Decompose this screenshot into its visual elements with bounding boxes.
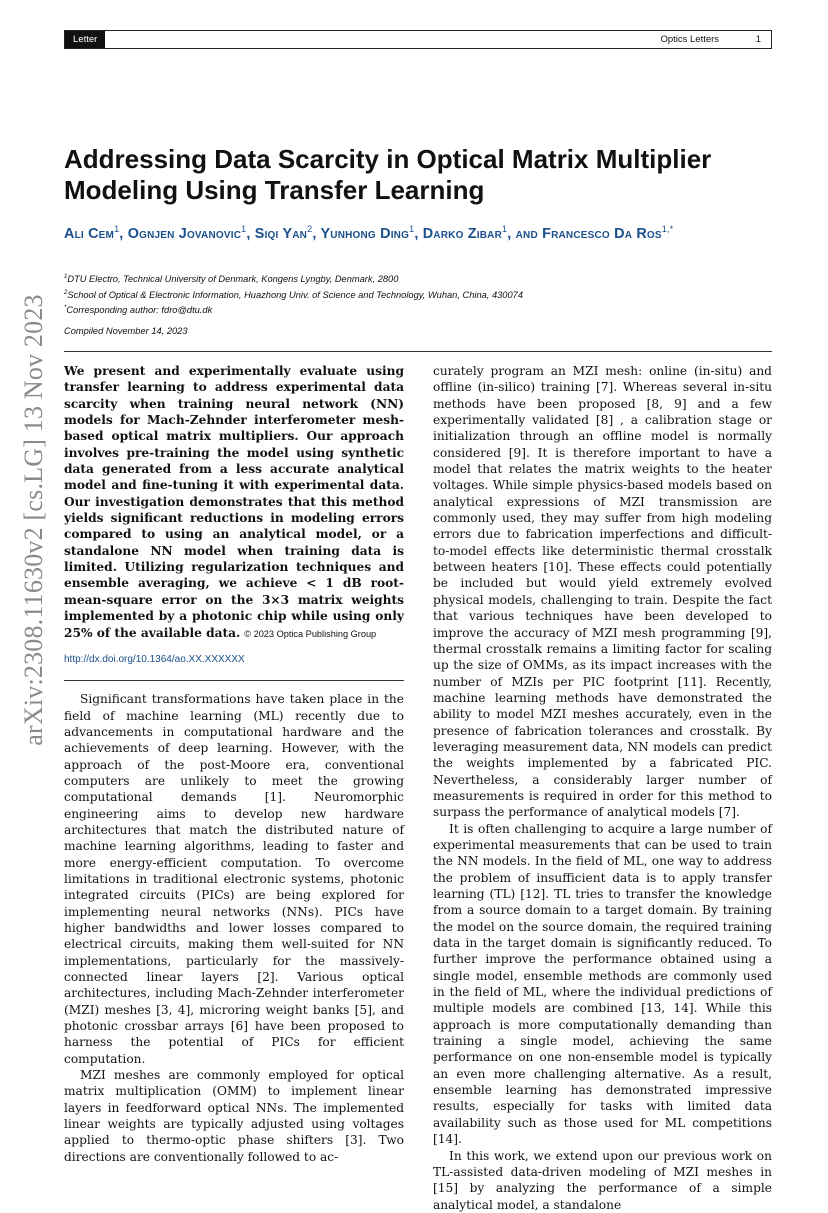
author-name: Siqi Yan xyxy=(254,226,308,242)
body-paragraph: curately program an MZI mesh: online (in-situ) and offline (in-silico) training [7]. Whereas several in-situ methods have been proposed [8, 9] and a few experimentally validated [8] , a calibration stage or initialization through an offline model is normally considered [9]. It is therefore important to have a model that relates the matrix weights to the heater voltages. While simple physics-based models based on analytical expressions of MZI transmission are commonly used, they may suffer from high modeling errors due to fabrication imperfections and difficult-to-model effects like deterministic thermal crosstalk between heaters [10]. These effects could potentially be included but would yield extremely evolved physical models, challenging to train. Despite the fact that various techniques have been developed to improve the accuracy of MZI mesh programming [9], thermal crosstalk remains a limiting factor for scaling up the size of OMMs, as its impact increases with the number of MZIs per PIC footprint [11]. Recently, machine learning methods have demonstrated the ability to model MZI meshes accurately, even in the presence of fabrication tolerances and crosstalk. By leveraging measurement data, NN models can predict the weights implemented by a fabricated PIC. Nevertheless, a considerably larger number of measurements is required in order for this method to surpass the performance of analytical models [7]. xyxy=(433,364,772,820)
divider xyxy=(64,351,772,352)
author-name: Darko Zibar xyxy=(422,226,502,242)
header-right xyxy=(626,31,761,48)
author-affiliation-mark: 2 xyxy=(307,224,313,234)
author-list: Ali Cem$^1$, Ognjen Jovanovic$^1$, Siqi Yan$^2$, Yunhong Ding$^1$, Darko Zibar$^1$, and Francesco Da Ros$^{1,*}$ xyxy=(64,224,674,242)
author-affiliation-mark: 1 xyxy=(114,224,120,234)
abstract xyxy=(64,363,404,642)
divider xyxy=(64,680,404,681)
running-header xyxy=(64,30,772,49)
affiliation-mark: 2 xyxy=(64,289,68,296)
copyright-notice: © 2023 Optica Publishing Group xyxy=(244,628,377,639)
body-paragraph: MZI meshes are commonly employed for optical matrix multiplication (OMM) to implement linear layers in feedforward optical NNs. The implemented linear weights are typically adjusted using voltages applied to thermo-optic phase shifters [3]. Two directions are conventionally followed to ac- xyxy=(64,1068,404,1164)
body-paragraph: It is often challenging to acquire a large number of experimental measurements that can be used to train the NN models. In the field of ML, one way to address the problem of insufficient data is to apply transfer learning (TL) [12]. TL tries to transfer the knowledge from a source domain to a target domain. By training the model on the source domain, the required training data in the target domain is significantly reduced. To further improve the performance obtained using a single model, ensemble methods are commonly used in the field of ML, where the individual predictions of multiple models are combined [13, 14]. While this approach is more computationally demanding than training a single model, achieving the same performance on one non-ensemble model is typically an even more challenging alternative. As a result, ensemble learning has demonstrated impressive results, especially for tasks with limited data availability such as those used for ML competitions [14]. xyxy=(433,821,772,1147)
author-affiliation-mark: 1,* xyxy=(661,224,674,234)
abstract-text: We present and experimentally evaluate using transfer learning to address experimental data scarcity when training neural network (NN) models for Mach-Zehnder interferometer mesh-based optical matrix multipliers. Our approach involves pre-training the model using synthetic data generated from a less accurate analytical model and fine-tuning it with experimental data. Our investigation demonstrates that this method yields significant reductions in modeling errors compared to using an analytical model, or a standalone NN model when training data is limited. Utilizing regularization techniques and ensemble averaging, we achieve < 1 dB root-mean-square error on the 3×3 matrix weights implemented by a photonic chip while using only 25% of the available data. xyxy=(64,364,404,640)
author-name: Francesco Da Ros xyxy=(542,226,662,242)
author-name: Yunhong Ding xyxy=(320,226,410,242)
doi-link[interactable]: http://dx.doi.org/10.1364/ao.XX.XXXXXX xyxy=(64,653,245,665)
author-name: Ali Cem xyxy=(64,226,115,242)
arxiv-side-stamp xyxy=(16,282,52,758)
affiliation-mark: * xyxy=(64,305,67,312)
author-affiliation-mark: 1 xyxy=(409,224,415,234)
body-paragraph: In this work, we extend upon our previous work on TL-assisted data-driven modeling of MZI meshes in [15] by analyzing the performance of a simple analytical model, a standalone xyxy=(433,1148,772,1212)
compiled-date: Compiled November 14, 2023 xyxy=(64,326,188,336)
affiliation-line xyxy=(64,302,764,318)
affiliation-line xyxy=(64,271,764,287)
page-number: 1 xyxy=(755,34,761,45)
author-name: Ognjen Jovanovic xyxy=(127,226,242,242)
affiliation-text: School of Optical & Electronic Information, Huazhong Univ. of Science and Technology, Wuhan, China, 430074 xyxy=(67,289,523,300)
affiliation-text: DTU Electro, Technical University of Denmark, Kongens Lyngby, Denmark, 2800 xyxy=(67,274,399,284)
journal-name: Optics Letters xyxy=(660,34,720,45)
affiliation-line xyxy=(64,287,764,303)
affiliation-mark: 1 xyxy=(64,274,68,280)
affiliation-text: Corresponding author: fdro@dtu.dk xyxy=(66,305,213,316)
left-column xyxy=(64,363,404,1165)
author-affiliation-mark: 1 xyxy=(502,224,508,234)
arxiv-identifier: arXiv:2308.11630v2 [cs.LG] 13 Nov 2023 xyxy=(19,294,48,746)
right-column xyxy=(433,363,772,1213)
author-affiliation-mark: 1 xyxy=(241,224,247,234)
article-type-tag: Letter xyxy=(65,31,105,48)
body-paragraph: Significant transformations have taken place in the field of machine learning (ML) recently due to advancements in computational hardware and the achievements of deep learning. However, with the approach of the post-Moore era, conventional computers are unlikely to meet the growing computational demands [1]. Neuromorphic engineering aims to develop new hardware architectures that match the distributed nature of machine learning algorithms, leading to faster and more energy-efficient computation. To overcome limitations in traditional electronic systems, photonic integrated circuits (PICs) are being explored for implementing neural networks (NNs). PICs have higher bandwidths and lower losses compared to electrical circuits, making them well-suited for NN implementations, particularly for the massively-connected linear layers [2]. Various optical architectures, including Mach-Zehnder interferometer (MZI) meshes [3, 4], microring weight banks [5], and photonic crossbar arrays [6] have been proposed to harness the potential of PICs for efficient computation. xyxy=(64,692,404,1066)
paper-title: Addressing Data Scarcity in Optical Matrix Multiplier Modeling Using Transfer Learning xyxy=(64,144,712,205)
affiliations xyxy=(64,271,764,318)
